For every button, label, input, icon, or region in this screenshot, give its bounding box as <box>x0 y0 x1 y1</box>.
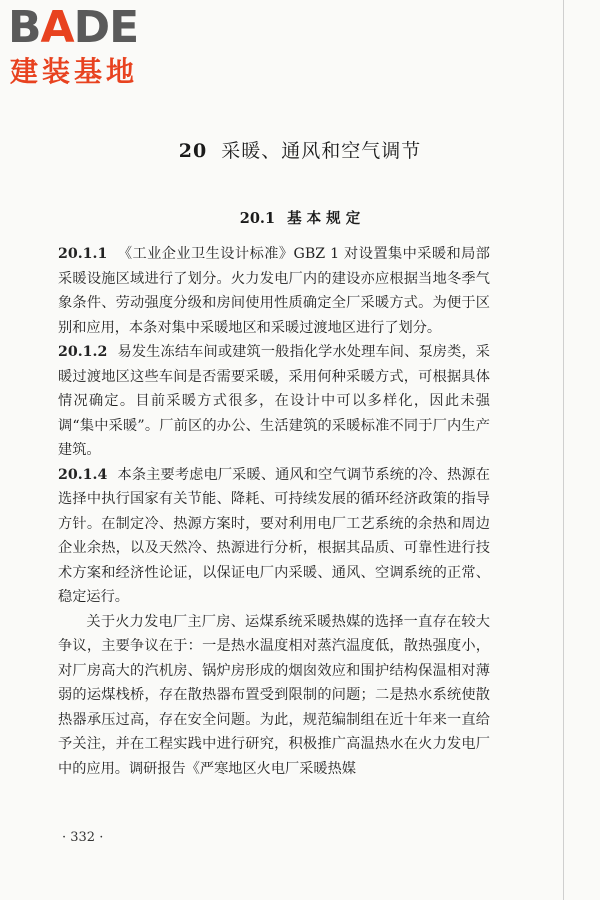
logo-brand: BADE <box>8 2 139 53</box>
paragraph-text: 易发生冻结车间或建筑一般指化学水处理车间、泵房类，采暖过渡地区这些车间是否需要采暖，采用何种采暖方式，可根据具体情况确定。目前采暖方式很多，在设计中可以多样化，因此未强调“集中采暖”。厂前区的办公、生活建筑的采暖标准不同于厂内生产建筑。 <box>58 344 490 458</box>
bade-logo <box>8 4 198 94</box>
logo-subtitle: 建装基地 <box>10 55 139 88</box>
page-edge-line <box>563 0 564 900</box>
chapter-number: 20 <box>178 140 208 162</box>
clause-number: 20.1.4 <box>58 466 108 483</box>
paragraph-text: 本条主要考虑电厂采暖、通风和空气调节系统的冷、热源在选择中执行国家有关节能、降耗、可持续发展的循环经济政策的指导方针。在制定冷、热源方案时，要对利用电厂工艺系统的余热和周边企业余热，以及天然冷、热源进行分析，根据其品质、可靠性进行技术方案和经济性论证，以保证电厂内采暖、通风、空调系统的正常、稳定运行。 <box>58 466 490 605</box>
page-number: · 332 · <box>62 830 104 845</box>
chapter-title-text: 采暖、通风和空气调节 <box>221 140 422 162</box>
clause-number: 20.1.1 <box>58 246 108 262</box>
clause-number: 20.1.2 <box>58 344 108 360</box>
chapter-title <box>0 136 600 163</box>
section-number: 20.1 <box>239 210 276 227</box>
body-text <box>58 242 490 781</box>
paragraph-text: 《工业企业卫生设计标准》GBZ 1 对设置集中采暖和局部采暖设施区域进行了划分。火力发电厂内的建设亦应根据当地冬季气象条件、劳动强度分级和房间使用性质确定全厂采暖方式。为便于区别和应用，本条对集中采暖地区和采暖过渡地区进行了划分。 <box>58 246 490 336</box>
section-title <box>0 207 600 228</box>
paragraph-20-1-1 <box>58 242 490 340</box>
section-title-text: 基 本 规 定 <box>287 210 361 227</box>
paragraph-20-1-2 <box>58 340 490 463</box>
paragraph-heat-media <box>58 610 490 782</box>
paragraph-20-1-4 <box>58 463 490 610</box>
paragraph-text: 关于火力发电厂主厂房、运煤系统采暖热媒的选择一直存在较大争议，主要争议在于：一是热水温度相对蒸汽温度低，散热强度小，对厂房高大的汽机房、锅炉房形成的烟囱效应和围护结构保温相对薄弱的运煤栈桥，存在散热器布置受到限制的问题；二是热水系统使散热器承压过高，存在安全问题。为此，规范编制组在近十年来一直给予关注，并在工程实践中进行研究，积极推广高温热水在火力发电厂中的应用。调研报告《严寒地区火电厂采暖热媒 <box>58 613 490 777</box>
